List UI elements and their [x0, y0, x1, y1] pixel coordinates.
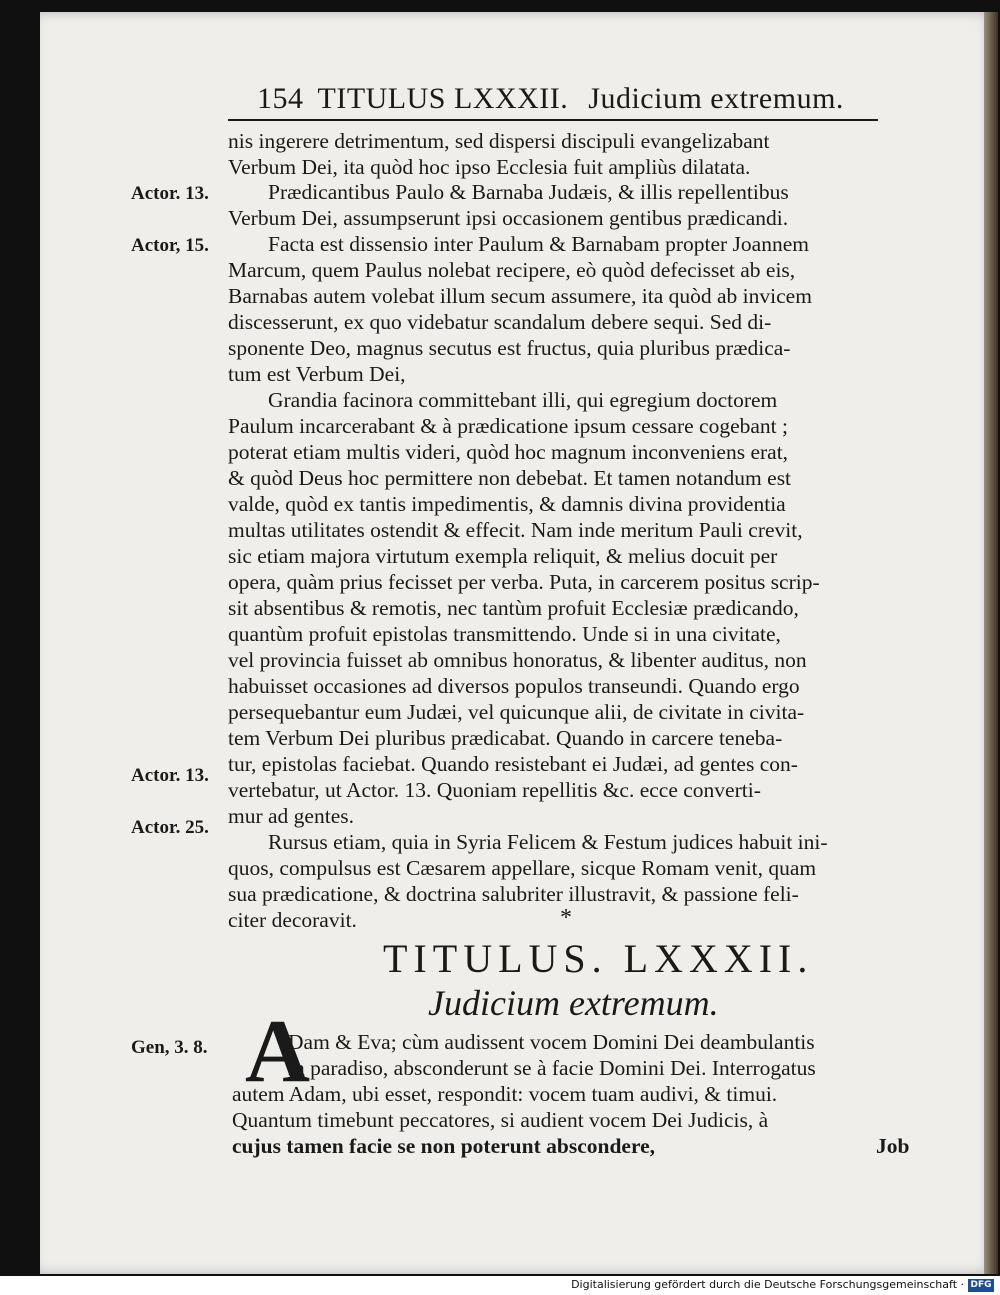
text-line: vertebatur, ut Actor. 13. Quoniam repellitis &c. ecce converti- — [228, 778, 761, 802]
dfg-logo: DFG — [968, 1279, 994, 1292]
text-line: Marcum, quem Paulus nolebat recipere, eò quòd defecisset ab eis, — [228, 258, 796, 282]
text-line: sponente Deo, magnus secutus est fructus, quia pluribus prædica- — [228, 336, 791, 360]
ornament-asterisk: * — [560, 905, 572, 931]
margin-note: Actor. 13. — [131, 765, 209, 786]
text-line: autem Adam, ubi esset, respondit: vocem tuam audivi, & timui. — [232, 1082, 778, 1106]
text-line: Quantum timebunt peccatores, si audient vocem Dei Judicis, à — [232, 1108, 769, 1132]
text-line: cujus tamen facie se non poterunt abscondere, — [232, 1134, 656, 1158]
header-rule — [228, 119, 878, 121]
text-line: discesserunt, ex quo videbatur scandalum debere sequi. Sed di- — [228, 310, 772, 334]
text-line: Prædicantibus Paulo & Barnaba Judæis, & illis repellentibus — [268, 180, 789, 204]
margin-note: Gen, 3. 8. — [131, 1037, 208, 1058]
text-line: valde, quòd ex tantis impedimentis, & damnis divina providentia — [228, 492, 786, 516]
text-line: Dam & Eva; cùm audissent vocem Domini Dei deambulantis — [288, 1030, 815, 1054]
section-title: TITULUS. LXXXII. — [383, 936, 814, 981]
drop-cap: A — [245, 1002, 310, 1101]
text-line: sit absentibus & remotis, nec tantùm profuit Ecclesiæ prædicando, — [228, 596, 799, 620]
running-title: TITULUS LXXXII. — [317, 82, 569, 115]
page-number: 154 — [257, 82, 304, 115]
text-line: persequebantur eum Judæi, vel quicunque alii, de civitate in civita- — [228, 700, 805, 724]
text-line: multas utilitates ostendit & effecit. Nam inde meritum Pauli crevit, — [228, 518, 803, 542]
margin-note: Actor. 13. — [131, 183, 209, 204]
text-line: quantùm profuit epistolas transmittendo. Unde si in una civitate, — [228, 622, 781, 646]
text-line: nis ingerere detrimentum, sed dispersi discipuli evangelizabant — [228, 129, 770, 153]
text-line: Verbum Dei, ita quòd hoc ipso Ecclesia fuit ampliùs dilatata. — [228, 155, 751, 179]
text-line: habuisset occasiones ad diversos populos transeundi. Quando ergo — [228, 674, 800, 698]
section-subtitle: Judicium extremum. — [428, 983, 719, 1023]
text-line: poterat etiam multis videri, quòd hoc magnum inconveniens erat, — [228, 440, 789, 464]
text-line: mur ad gentes. — [228, 804, 354, 828]
text-line: & quòd Deus hoc permittere non debebat. Et tamen notandum est — [228, 466, 792, 490]
text-line: Verbum Dei, assumpserunt ipsi occasionem gentibus prædicandi. — [228, 206, 789, 230]
text-line: vel provincia fuisset ab omnibus honoratus, & libenter auditus, non — [228, 648, 807, 672]
funding-credit: Digitalisierung gefördert durch die Deutsche Forschungsgemeinschaft · — [571, 1278, 964, 1291]
text-line: opera, quàm prius fecisset per verba. Puta, in carcerem positus scrip- — [228, 570, 820, 594]
page-edge — [984, 12, 998, 1274]
running-subject: Judicium extremum. — [588, 82, 844, 115]
text-line: quos, compulsus est Cæsarem appellare, sicque Romam venit, quam — [228, 856, 817, 880]
text-line: Barnabas autem volebat illum secum assumere, ita quòd ab invicem — [228, 284, 812, 308]
text-line: Paulum incarcerabant & à prædicatione ipsum cessare cogebant ; — [228, 414, 788, 438]
margin-note: Actor. 25. — [131, 817, 209, 838]
text-line: sua prædicatione, & doctrina salubriter illustravit, & passione feli- — [228, 882, 799, 906]
margin-note: Actor, 15. — [131, 235, 209, 256]
text-line: sic etiam majora virtutum exempla reliquit, & melius docuit per — [228, 544, 778, 568]
text-line: tem Verbum Dei pluribus prædicabat. Quando in carcere teneba- — [228, 726, 783, 750]
text-line: tum est Verbum Dei, — [228, 362, 406, 386]
text-line: Rursus etiam, quia in Syria Felicem & Festum judices habuit ini- — [268, 830, 828, 854]
text-line: tur, epistolas faciebat. Quando resistebant ei Judæi, ad gentes con- — [228, 752, 798, 776]
running-head — [257, 82, 867, 116]
text-line: citer decoravit. — [228, 908, 357, 932]
catchword: Job — [876, 1134, 910, 1158]
text-line: Grandia facinora committebant illi, qui egregium doctorem — [268, 388, 778, 412]
text-line: in paradiso, absconderunt se à facie Domini Dei. Interrogatus — [288, 1056, 816, 1080]
text-line: Facta est dissensio inter Paulum & Barnabam propter Joannem — [268, 232, 809, 256]
